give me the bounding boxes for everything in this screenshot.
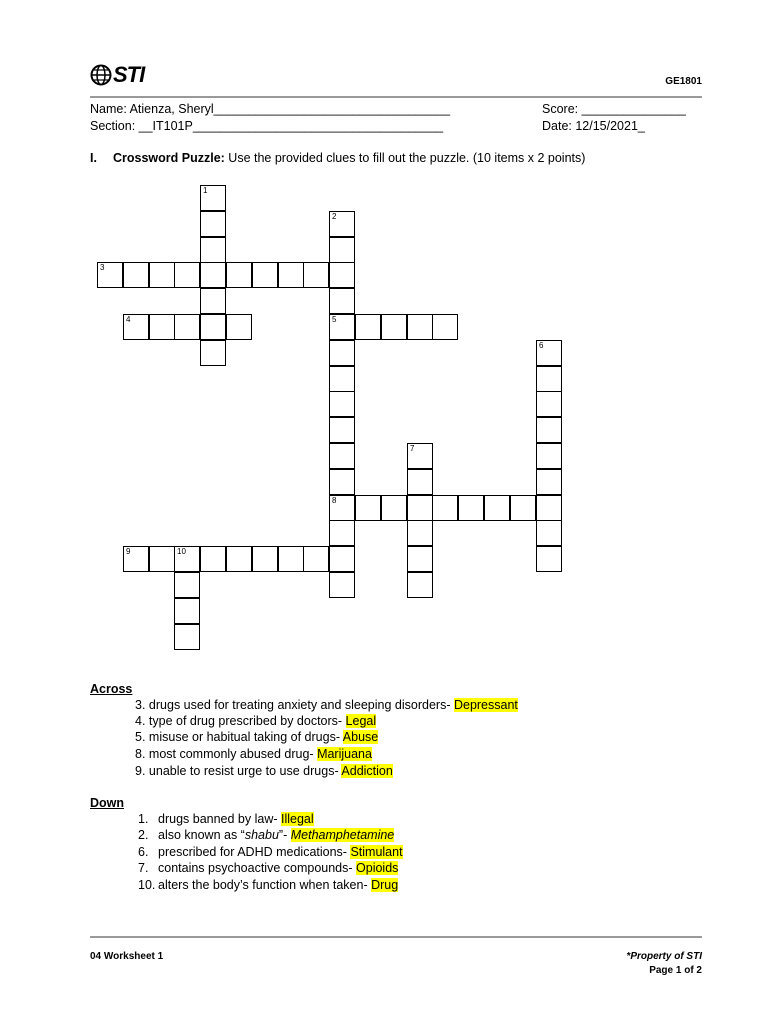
answer-highlight: Abuse xyxy=(342,730,379,744)
crossword-cell[interactable] xyxy=(484,495,510,521)
crossword-cell[interactable] xyxy=(123,262,149,288)
answer-highlight: Stimulant xyxy=(350,845,403,859)
crossword-cell[interactable] xyxy=(329,288,355,314)
section-title: Crossword Puzzle: xyxy=(113,151,225,165)
crossword-cell[interactable] xyxy=(278,262,304,288)
name-field: Name: Atienza, Sheryl__________________________________ xyxy=(90,102,451,116)
crossword-cell[interactable] xyxy=(407,314,433,340)
clue-number: 3 xyxy=(100,263,105,272)
clue-number: 9 xyxy=(126,547,131,556)
crossword-cell[interactable] xyxy=(97,262,123,288)
clue-number: 4 xyxy=(126,315,131,324)
crossword-cell[interactable] xyxy=(536,469,562,495)
down-clue: 2. also known as “shabu”- Methamphetamine xyxy=(138,828,395,842)
date-field: Date: 12/15/2021_ xyxy=(542,119,645,133)
crossword-cell[interactable] xyxy=(329,495,355,521)
crossword-cell[interactable] xyxy=(303,546,329,572)
clue-number: 8 xyxy=(332,496,337,505)
across-clue: 3. drugs used for treating anxiety and sleeping disorders- Depressant xyxy=(135,698,518,712)
answer-highlight: Marijuana xyxy=(317,747,372,761)
crossword-cell[interactable] xyxy=(303,262,329,288)
crossword-cell[interactable] xyxy=(329,520,355,546)
down-clue: 7. contains psychoactive compounds- Opioids xyxy=(138,861,399,875)
crossword-cell[interactable] xyxy=(226,314,252,340)
crossword-cell[interactable] xyxy=(226,262,252,288)
crossword-cell[interactable] xyxy=(407,520,433,546)
crossword-cell[interactable] xyxy=(329,211,355,237)
down-title: Down xyxy=(90,796,125,810)
crossword-cell[interactable] xyxy=(329,417,355,443)
crossword-cell[interactable] xyxy=(200,211,226,237)
globe-icon xyxy=(90,64,112,86)
crossword-cell[interactable] xyxy=(458,495,484,521)
clue-number: 1 xyxy=(203,186,208,195)
crossword-cell[interactable] xyxy=(381,314,407,340)
crossword-cell[interactable] xyxy=(536,366,562,392)
crossword-cell[interactable] xyxy=(407,546,433,572)
crossword-cell[interactable] xyxy=(149,314,175,340)
crossword-cell[interactable] xyxy=(252,262,278,288)
crossword-cell[interactable] xyxy=(200,546,226,572)
crossword-cell[interactable] xyxy=(329,469,355,495)
crossword-cell[interactable] xyxy=(200,185,226,211)
crossword-cell[interactable] xyxy=(174,546,200,572)
crossword-cell[interactable] xyxy=(149,262,175,288)
crossword-cell[interactable] xyxy=(174,572,200,598)
footer-page: Page 1 of 2 xyxy=(649,965,702,976)
section-instructions: Use the provided clues to fill out the puzzle. (10 items x 2 points) xyxy=(224,151,586,165)
crossword-cell[interactable] xyxy=(329,340,355,366)
crossword-cell[interactable] xyxy=(174,624,200,650)
answer-highlight: Legal xyxy=(345,714,377,728)
answer-highlight: Depressant xyxy=(453,698,518,712)
crossword-cell[interactable] xyxy=(200,262,226,288)
across-clue: 5. misuse or habitual taking of drugs- Abuse xyxy=(135,730,379,744)
crossword-cell[interactable] xyxy=(252,546,278,572)
crossword-cell[interactable] xyxy=(123,314,149,340)
section-field: Section: __IT101P____________________________________ xyxy=(90,119,444,133)
down-clue: 1. drugs banned by law- Illegal xyxy=(138,812,314,826)
crossword-cell[interactable] xyxy=(123,546,149,572)
crossword-cell[interactable] xyxy=(536,340,562,366)
crossword-cell[interactable] xyxy=(226,546,252,572)
clue-number: 7 xyxy=(410,444,415,453)
crossword-cell[interactable] xyxy=(407,469,433,495)
crossword-cell[interactable] xyxy=(355,314,381,340)
answer-highlight: Opioids xyxy=(356,861,399,875)
across-clue: 8. most commonly abused drug- Marijuana xyxy=(135,747,372,761)
clue-number: 2 xyxy=(332,212,337,221)
answer-highlight: Addiction xyxy=(341,764,393,778)
down-clue: 6. prescribed for ADHD medications- Stimulant xyxy=(138,845,403,859)
crossword-cell[interactable] xyxy=(329,314,355,340)
crossword-cell[interactable] xyxy=(174,598,200,624)
crossword-cell[interactable] xyxy=(536,417,562,443)
footer-property: *Property of STI xyxy=(626,951,702,962)
header-rule xyxy=(90,96,702,98)
logo-text: STI xyxy=(113,62,145,87)
crossword-cell[interactable] xyxy=(510,495,536,521)
crossword-cell[interactable] xyxy=(536,443,562,469)
clue-number: 10 xyxy=(177,547,186,556)
crossword-cell[interactable] xyxy=(432,495,458,521)
section-number: I. xyxy=(90,151,97,165)
across-title: Across xyxy=(90,682,133,696)
sti-logo xyxy=(90,62,144,88)
crossword-cell[interactable] xyxy=(329,237,355,263)
crossword-cell[interactable] xyxy=(329,572,355,598)
crossword-cell[interactable] xyxy=(536,520,562,546)
answer-highlight: Drug xyxy=(371,878,399,892)
crossword-cell[interactable] xyxy=(536,546,562,572)
crossword-cell[interactable] xyxy=(200,237,226,263)
crossword-cell[interactable] xyxy=(329,262,355,288)
clue-number: 5 xyxy=(332,315,337,324)
score-field: Score: _______________ xyxy=(542,102,686,116)
crossword-cell[interactable] xyxy=(278,546,304,572)
crossword-cell[interactable] xyxy=(355,495,381,521)
crossword-cell[interactable] xyxy=(329,366,355,392)
footer-worksheet: 04 Worksheet 1 xyxy=(90,951,164,962)
across-clue: 9. unable to resist urge to use drugs- Addiction xyxy=(135,764,393,778)
down-clue: 10. alters the body’s function when taken- Drug xyxy=(138,878,399,892)
crossword-cell[interactable] xyxy=(536,391,562,417)
crossword-cell[interactable] xyxy=(174,262,200,288)
crossword-cell[interactable] xyxy=(329,443,355,469)
answer-highlight: Illegal xyxy=(281,812,314,826)
crossword-cell[interactable] xyxy=(407,495,433,521)
clue-number: 6 xyxy=(539,341,544,350)
section-heading xyxy=(90,151,585,165)
crossword-cell[interactable] xyxy=(329,391,355,417)
course-code: GE1801 xyxy=(665,76,702,87)
crossword-cell[interactable] xyxy=(381,495,407,521)
crossword-cell[interactable] xyxy=(432,314,458,340)
crossword-cell[interactable] xyxy=(407,572,433,598)
crossword-cell[interactable] xyxy=(200,314,226,340)
footer-rule xyxy=(90,936,702,938)
crossword-cell[interactable] xyxy=(407,443,433,469)
crossword-cell[interactable] xyxy=(536,495,562,521)
crossword-cell[interactable] xyxy=(200,340,226,366)
crossword-cell[interactable] xyxy=(149,546,175,572)
crossword-cell[interactable] xyxy=(200,288,226,314)
crossword-cell[interactable] xyxy=(174,314,200,340)
across-clue: 4. type of drug prescribed by doctors- Legal xyxy=(135,714,377,728)
answer-highlight: Methamphetamine xyxy=(290,828,395,842)
crossword-cell[interactable] xyxy=(329,546,355,572)
